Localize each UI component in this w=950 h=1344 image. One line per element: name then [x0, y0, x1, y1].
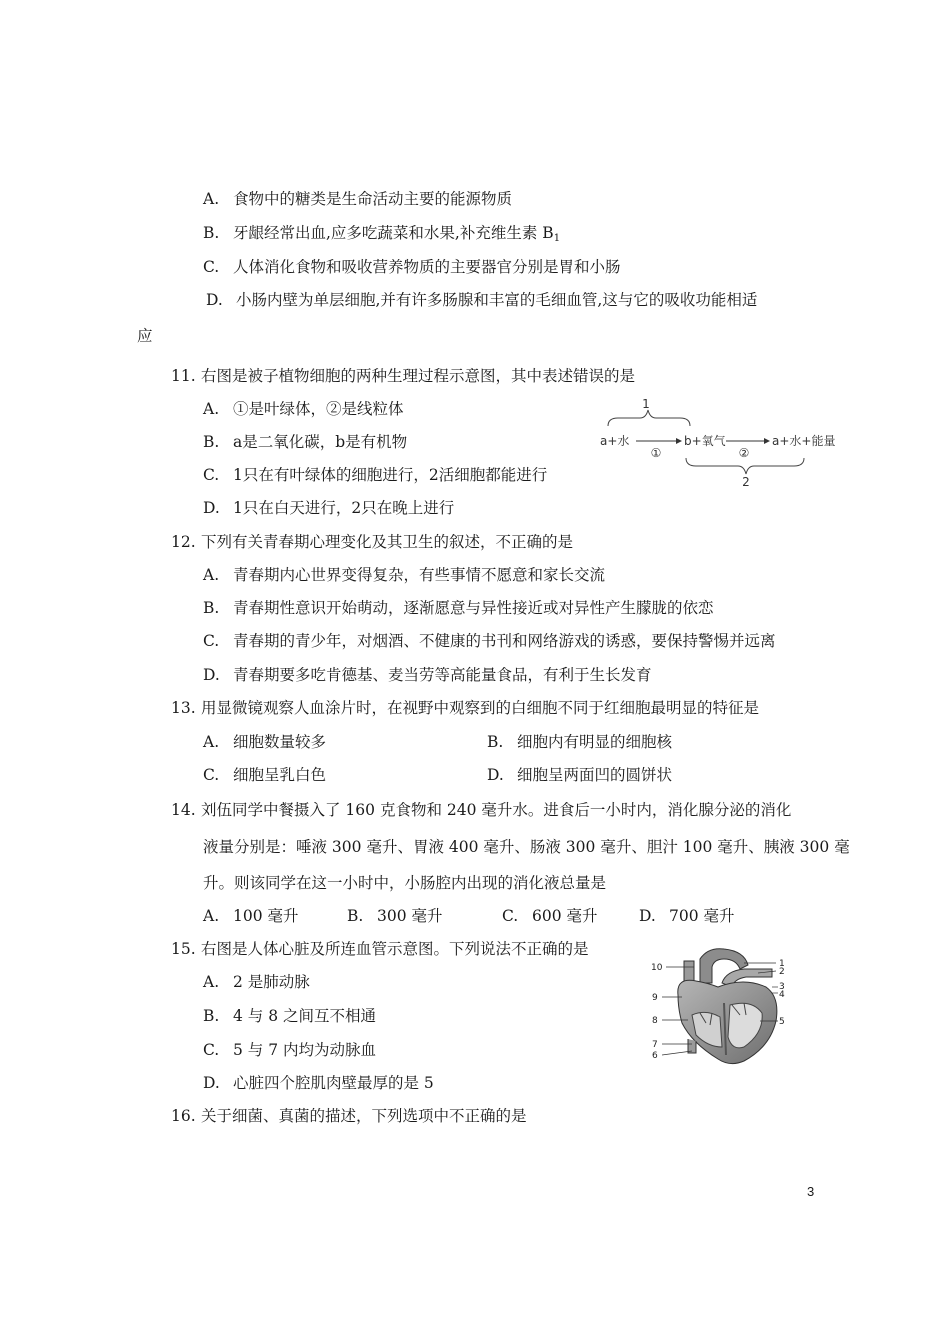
- q14-stem-line-2: 液量分别是：唾液 300 毫升、胃液 400 毫升、肠液 300 毫升、胆汁 100 毫升、胰液 300 毫: [203, 838, 850, 856]
- q14-option-c: C. 600 毫升: [502, 907, 598, 925]
- brace-bottom: [686, 458, 804, 474]
- brace-top-label: 1: [642, 397, 650, 411]
- q13-stem: 13. 用显微镜观察人血涂片时，在视野中观察到的白细胞不同于红细胞最明显的特征是: [171, 699, 760, 717]
- q11-option-c: C. 1只在有叶绿体的细胞进行，2活细胞都能进行: [203, 466, 548, 484]
- page-number: 3: [807, 1184, 815, 1199]
- q14-stem-line-3: 升。则该同学在这一小时中，小肠腔内出现的消化液总量是: [203, 874, 607, 892]
- q10-option-a: A. 食物中的糖类是生命活动主要的能源物质: [203, 190, 513, 208]
- q12-option-c: C. 青春期的青少年，对烟酒、不健康的书刊和网络游戏的诱惑，要保持警惕并远离: [203, 632, 776, 650]
- q14-stem-line-1: 14. 刘伍同学中餐摄入了 160 克食物和 240 毫升水。进食后一小时内，消化腺分泌的消化: [171, 801, 792, 819]
- heart-label-1: 1: [779, 959, 785, 969]
- heart-label-5: 5: [779, 1017, 785, 1027]
- q10-option-b: B. 牙龈经常出血,应多吃蔬菜和水果,补充维生素 $B_1$: [203, 224, 561, 244]
- heart-label-10: 10: [651, 963, 663, 973]
- q12-option-b: B. 青春期性意识开始萌动，逐渐愿意与异性接近或对异性产生朦胧的依恋: [203, 599, 714, 617]
- q13-option-b: B. 细胞内有明显的细胞核: [487, 733, 673, 751]
- q11-stem: 11. 右图是被子植物细胞的两种生理过程示意图，其中表述错误的是: [171, 367, 636, 385]
- heart-label-4: 4: [779, 990, 785, 1000]
- heart-label-7: 7: [652, 1040, 658, 1050]
- term-a-water: a+水: [600, 434, 630, 448]
- term-b-oxygen: b+氧气: [684, 434, 726, 448]
- q15-option-c: C. 5 与 7 内均为动脉血: [203, 1041, 377, 1059]
- heart-label-8: 8: [652, 1016, 658, 1026]
- q15-option-d: D. 心脏四个腔肌肉壁最厚的是 5: [203, 1074, 434, 1092]
- q13-option-a: A. 细胞数量较多: [203, 733, 327, 751]
- arrow-2-label: ②: [738, 446, 750, 460]
- brace-bottom-label: 2: [742, 475, 750, 489]
- q15-option-a: A. 2 是肺动脉: [203, 973, 310, 991]
- vena-cava-lower: [688, 1039, 696, 1053]
- q12-option-a: A. 青春期内心世界变得复杂，有些事情不愿意和家长交流: [203, 566, 606, 584]
- q16-stem: 16. 关于细菌、真菌的描述，下列选项中不正确的是: [171, 1107, 527, 1125]
- q11-option-a: A. ①是叶绿体，②是线粒体: [203, 400, 404, 418]
- q11-option-b: B. a是二氧化碳，b是有机物: [203, 433, 408, 451]
- photosynthesis-respiration-diagram: [598, 396, 838, 490]
- q14-option-b: B. 300 毫升: [347, 907, 443, 925]
- q10-option-d: D. 小肠内壁为单层细胞,并有许多肠腺和丰富的毛细血管,这与它的吸收功能相适: [206, 291, 758, 309]
- arrow-2-head: [764, 438, 770, 444]
- q11-option-d: D. 1只在白天进行，2只在晚上进行: [203, 499, 455, 517]
- q12-stem: 12. 下列有关青春期心理变化及其卫生的叙述，不正确的是: [171, 533, 574, 551]
- arrow-1-label: ①: [650, 446, 662, 460]
- q14-option-a: A. 100 毫升: [203, 907, 299, 925]
- heart-label-9: 9: [652, 993, 658, 1003]
- q12-option-d: D. 青春期要多吃肯德基、麦当劳等高能量食品，有利于生长发育: [203, 666, 652, 684]
- q10-option-d-continued: 应: [137, 327, 153, 345]
- arrow-1-head: [676, 438, 682, 444]
- brace-top: [608, 410, 690, 426]
- q15-option-b: B. 4 与 8 之间互不相通: [203, 1007, 377, 1025]
- heart-label-3: 3: [779, 982, 785, 992]
- q14-option-d: D. 700 毫升: [639, 907, 735, 925]
- q13-option-d: D. 细胞呈两面凹的圆饼状: [487, 766, 673, 784]
- q15-stem: 15. 右图是人体心脏及所连血管示意图。下列说法不正确的是: [171, 940, 589, 958]
- term-a-water-energy: a+水+能量: [772, 434, 836, 448]
- heart-diagram: [648, 943, 794, 1067]
- q13-option-c: C. 细胞呈乳白色: [203, 766, 327, 784]
- heart-label-6: 6: [652, 1051, 658, 1061]
- heart-label-2: 2: [779, 967, 785, 977]
- q10-option-c: C. 人体消化食物和吸收营养物质的主要器官分别是胃和小肠: [203, 258, 621, 276]
